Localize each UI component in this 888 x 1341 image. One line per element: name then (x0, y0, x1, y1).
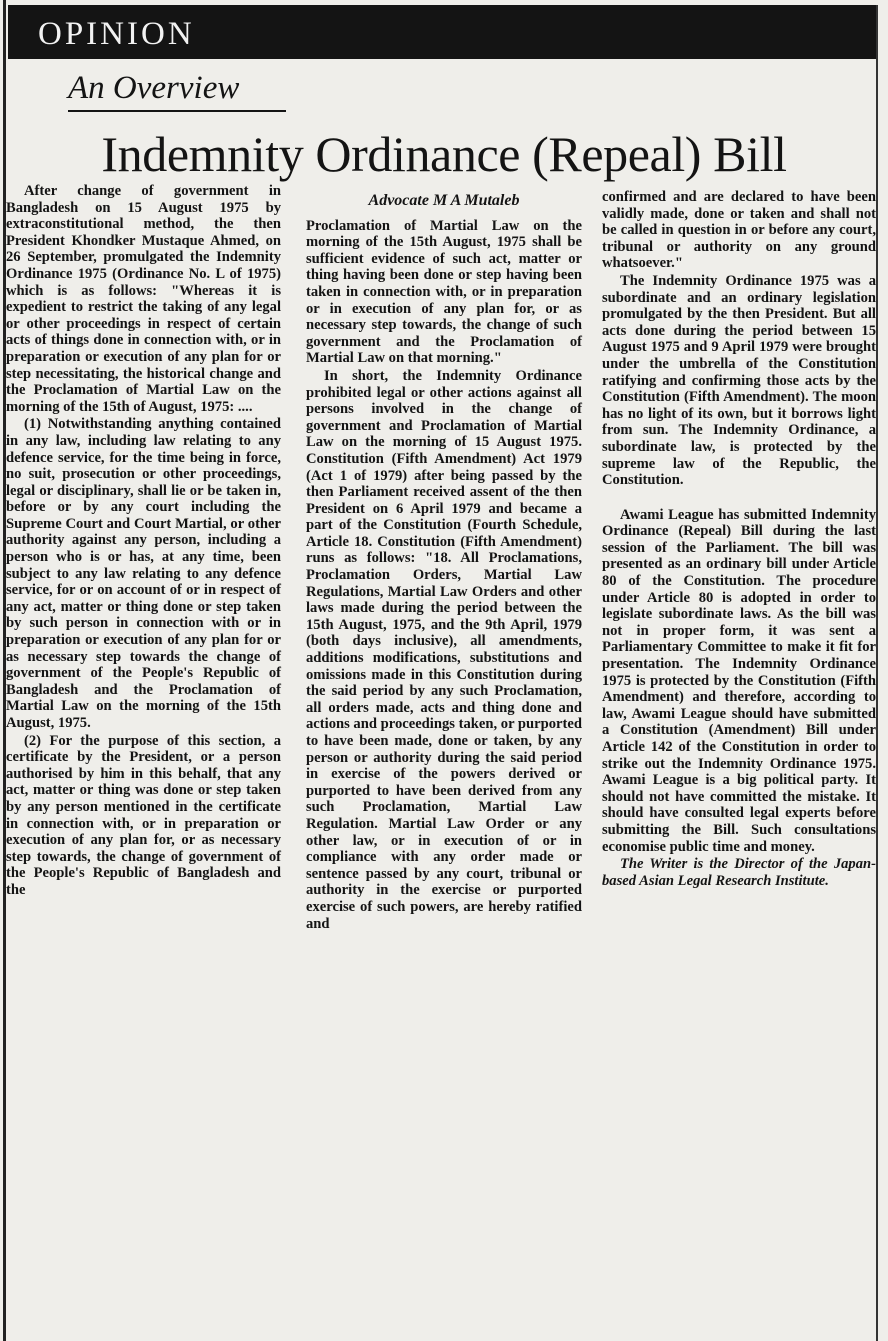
paragraph-gap (602, 489, 876, 507)
paragraph: Awami League has submitted Indemnity Ordinance (Repeal) Bill during the last session of the Parliament. The bill was presented as an ordinary bill under Article 80 of the Constitution. The procedure under Article 80 is adopted in order to legislate subordinate laws. As the bill was not in proper form, it was sent a Parliamentary Committee to make it fit for presentation. The Indemnity Ordinance 1975 is protected by the Constitution (Fifth Amendment) and therefore, according to law, Awami League should have submitted a Constitution (Amendment) Bill under Article 142 of the Constitution in order to strike out the Indemnity Ordinance 1975. Awami League is a big political party. It should not have committed the mistake. It should have consulted legal experts before submitting the Bill. Such consultations economise public time and money. (602, 506, 876, 855)
section-banner (8, 5, 876, 59)
paragraph: The Indemnity Ordinance 1975 was a subordinate and an ordinary legislation promulgated by the then President. But all acts done during the period between 15 August 1975 and 9 April 1979 were brought under the umbrella of the Constitution ratifying and confirming those acts by the Constitution (Fifth Amendment). The moon has no light of its own, but it borrows light from sun. The Indemnity Ordinance, a subordinate law, is protected by the supreme law of the Republic, the Constitution. (602, 272, 876, 489)
article-column-3 (602, 189, 876, 889)
article-column-2 (306, 193, 582, 932)
right-border-rule (876, 5, 878, 1341)
subheading-underline (68, 110, 286, 112)
subheading: An Overview (68, 70, 240, 106)
paragraph: (1) Notwithstanding anything contained in any law, including law relating to any defence service, for the time being in force, no suit, prosecution or other proceedings, legal or disciplinary, shall lie or be taken in, before or by any court including the Supreme Court and Court Martial, or other authority against any person, including a person who is or has, at any time, been subject to any law relating to any defence service, for or on account of or in respect of any act, matter or thing done or step taken by such person in connection with or in preparation or execution of any plan for or as necessary step towards the change of government of the People's Republic of Bangladesh and the Proclamation of Martial Law on the morning of the 15th August, 1975. (6, 416, 281, 731)
headline: Indemnity Ordinance (Repeal) Bill (101, 126, 787, 182)
paragraph: After change of government in Bangladesh on 15 August 1975 by extraconstitutional method, the then President Khondker Mustaque Ahmed, on 26 September, promulgated the Indemnity Ordinance 1975 (Ordinance No. L of 1975) which is as follows: "Whereas it is expedient to restrict the taking of any legal or other proceedings in respect of certain acts of things done in connection with, or in preparation or execution of any plan for or step necessitating, the historical change and the Proclamation of Martial Law on the morning of the 15th of August, 1975: .... (6, 183, 281, 415)
author-credit: The Writer is the Director of the Japan-based Asian Legal Research Institute. (602, 856, 876, 889)
article-column-1 (6, 183, 281, 899)
paragraph: (2) For the purpose of this section, a certificate by the President, or a person authorised by him in this behalf, that any act, matter or thing was done or step taken by any person mentioned in the certificate in connection with, or in preparation or execution of any plan for, or as necessary step towards, the change of government of the People's Republic of Bangladesh and the (6, 732, 281, 898)
section-label: OPINION (38, 16, 195, 52)
paragraph: confirmed and are declared to have been validly made, done or taken and shall not be called in question in or before any court, tribunal or authority on any ground whatsoever." (602, 189, 876, 272)
paragraph: Proclamation of Martial Law on the morning of the 15th August, 1975 shall be sufficient evidence of such act, matter or thing having been done or step having been taken in connection with, or in preparation or in execution of any plan for, or as necessary step towards, the change of such government and the Proclamation of Martial Law on that morning." (306, 217, 582, 367)
paragraph: In short, the Indemnity Ordinance prohibited legal or other actions against all persons involved in the change of government and Proclamation of Martial Law on the morning of 15 August 1975. Constitution (Fifth Amendment) Act 1979 (Act 1 of 1979) after being passed by the then Parliament received assent of the then President on 6 April 1979 and became a part of the Constitution (Fourth Schedule, Article 18. Constitution (Fifth Amendment) runs as follows: "18. All Proclamations, Proclamation Orders, Martial Law Regulations, Martial Law Orders and other laws made during the period between the 15th August, 1975, and the 9th April, 1979 (both days inclusive), all amendments, additions modifications, substitutions and omissions made in this Constitution during the said period by any such Proclamation, all orders made, acts and thing done and actions and proceedings taken, or purported to have been made, done or taken, by any person or authority during the said period in exercise of the powers derived or purported to have been derived from any such Proclamation, Martial Law Regulation. Martial Law Order or any other law, or in execution of or in compliance with any order made or sentence passed by any court, tribunal or authority in the exercise or purported exercise of such powers, are hereby ratified and (306, 367, 582, 932)
byline: Advocate M A Mutaleb (368, 192, 520, 209)
